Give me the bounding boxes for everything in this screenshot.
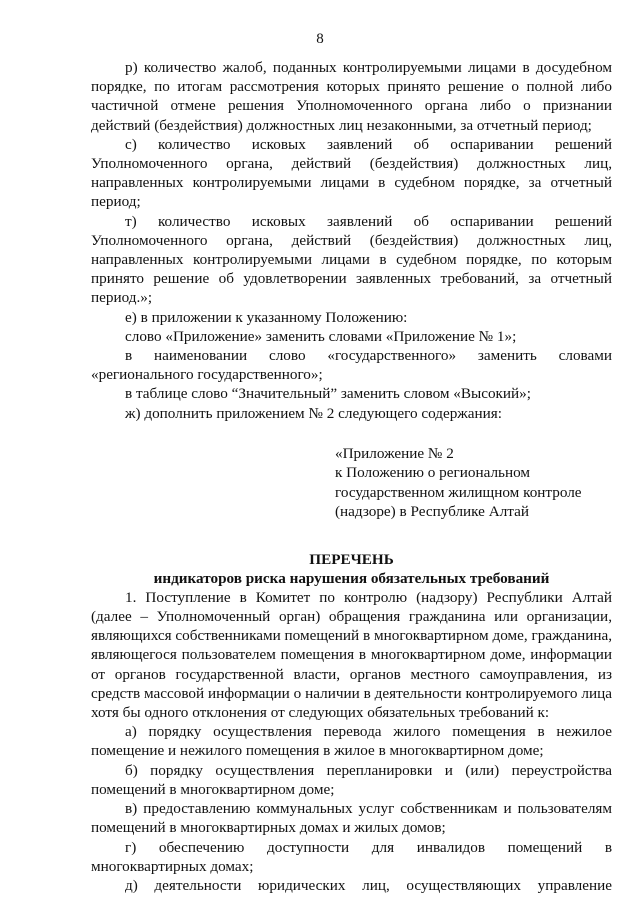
- paragraph-item-e: е) в приложении к указанному Положению:: [125, 308, 408, 326]
- section-title: ПЕРЕЧЕНЬ: [309, 550, 394, 568]
- appendix-caption: [335, 444, 605, 522]
- paragraph-subitem-g: г) обеспечению доступности для инвалидов помещений в многоквартирных домах;: [91, 838, 612, 875]
- paragraph-subitem-b: б) порядку осуществления перепланировки и (или) переустройства помещений в многоквартирном доме;: [91, 761, 612, 798]
- paragraph-subitem-a: а) порядку осуществления перевода жилого помещения в нежилое помещение и нежилого помещения в жилое в многоквартирном доме;: [91, 723, 612, 760]
- appendix-line: (надзоре) в Республике Алтай: [335, 503, 529, 521]
- paragraph-subitem-v: в) предоставлению коммунальных услуг собственникам и пользователям помещений в многоквартирных домах и жилых домов;: [91, 800, 612, 837]
- paragraph-item-s: с) количество исковых заявлений об оспаривании решений Уполномоченного органа, действий (бездействия) должностных лиц, направленных контролируемыми лицами в судебном порядке, за отчетный период;: [91, 135, 612, 211]
- appendix-line: государственном жилищном контроле: [335, 483, 582, 501]
- paragraph-replace-prilozhenie: слово «Приложение» заменить словами «Приложение № 1»;: [125, 327, 517, 345]
- paragraph-item-t: т) количество исковых заявлений об оспаривании решений Уполномоченного органа, действий (бездействия) должностных лиц, направленных контролируемыми лицами в судебном порядке, по которым принято решение об удовлетворении заявленных требований, за отчетный период.»;: [91, 212, 612, 307]
- paragraph-item-zh: ж) дополнить приложением № 2 следующего содержания:: [125, 404, 503, 422]
- document-body: [91, 58, 612, 895]
- page-number: 8: [316, 31, 324, 47]
- appendix-line: «Приложение № 2: [335, 444, 454, 462]
- paragraph-replace-table: в таблице слово “Значительный” заменить словом «Высокий»;: [125, 385, 531, 403]
- paragraph-replace-naimenovanie: в наименовании слово «государственного» заменить словами «регионального государственного»;: [91, 347, 612, 384]
- appendix-line: к Положению о региональном: [335, 464, 530, 482]
- paragraph-item-r: р) количество жалоб, поданных контролируемыми лицами в досудебном порядке, по итогам рассмотрения которых принято решение о полной либо частичной отмене решения Уполномоченного органа либо о признании действий (бездействия) должностных лиц незаконными, за отчетный период;: [91, 59, 612, 134]
- paragraph-subitem-d: д) деятельности юридических лиц, осуществляющих управление: [125, 876, 612, 894]
- paragraph-point-1: 1. Поступление в Комитет по контролю (надзору) Республики Алтай (далее – Уполномоченный орган) обращения гражданина или организации, являющихся собственниками помещений в многоквартирном доме, гражданина, являющегося пользователем помещения в многоквартирном доме, информации от органов государственной власти, органов местного самоуправления, из средств массовой информации о наличии в деятельности контролируемого лица хотя бы одного отклонения от следующих обязательных требований к:: [91, 588, 612, 722]
- section-subtitle: индикаторов риска нарушения обязательных требований: [153, 569, 550, 587]
